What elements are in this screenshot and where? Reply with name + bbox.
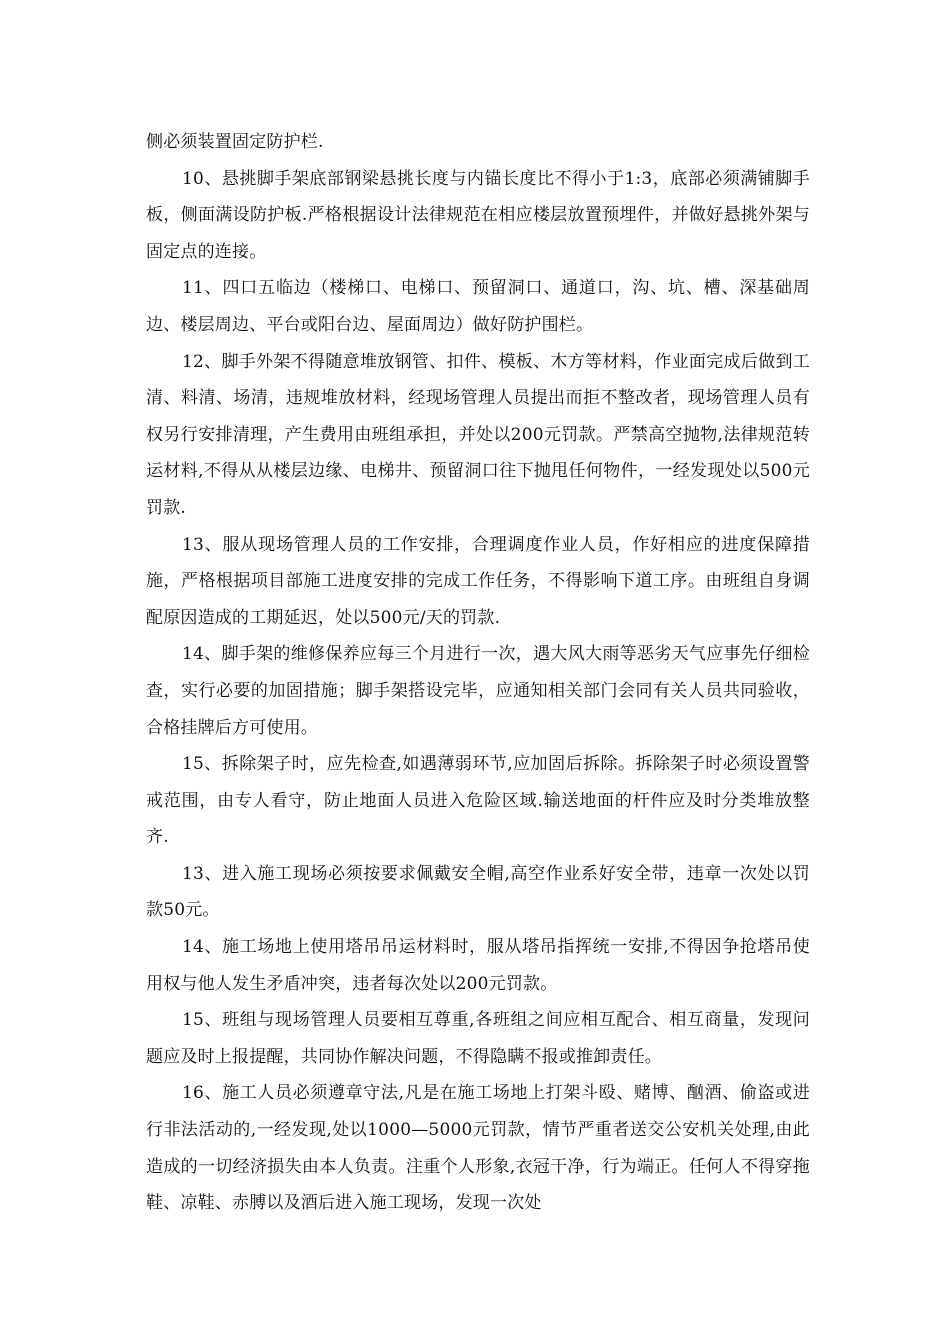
paragraph-item-15: 15、拆除架子时，应先检查,如遇薄弱环节,应加固后拆除。拆除架子时必须设置警戒范围，由专人看守，防止地面人员进入危险区域.输送地面的杆件应及时分类堆放整齐. <box>146 754 810 848</box>
paragraph-item-14: 14、脚手架的维修保养应每三个月进行一次，遇大风大雨等恶劣天气应事先仔细检查，实行必要的加固措施；脚手架搭设完毕，应通知相关部门会同有关人员共同验收，合格挂牌后方可使用。 <box>146 644 810 738</box>
paragraph-item-14b: 14、施工场地上使用塔吊吊运材料时，服从塔吊指挥统一安排,不得因争抢塔吊使用权与他人发生矛盾冲突，违者每次处以200元罚款。 <box>146 937 810 994</box>
paragraph-item-13: 13、服从现场管理人员的工作安排，合理调度作业人员，作好相应的进度保障措施，严格根据项目部施工进度安排的完成工作任务，不得影响下道工序。由班组自身调配原因造成的工期延迟，处以500元/天的罚款. <box>146 534 810 628</box>
paragraph-item-12: 12、脚手外架不得随意堆放钢管、扣件、模板、木方等材料，作业面完成后做到工清、料清、场清，违规堆放材料，经现场管理人员提出而拒不整改者，现场管理人员有权另行安排清理，产生费用由班组承担，并处以200元罚款。严禁高空抛物,法律规范转运材料,不得从从楼层边缘、电梯井、预留洞口往下抛甩任何物件，一经发现处以500元罚款. <box>146 351 810 518</box>
document-body <box>146 124 810 1222</box>
paragraph-continuation: 侧必须装置固定防护栏. <box>146 132 324 152</box>
paragraph-item-15b: 15、班组与现场管理人员要相互尊重,各班组之间应相互配合、相互商量，发现问题应及时上报提醒，共同协作解决问题，不得隐瞒不报或推卸责任。 <box>146 1010 810 1067</box>
paragraph-item-13b: 13、进入施工现场必须按要求佩戴安全帽,高空作业系好安全带，违章一次处以罚款50元。 <box>146 863 810 921</box>
paragraph-item-10: 10、悬挑脚手架底部钢梁悬挑长度与内锚长度比不得小于1:3，底部必须满铺脚手板，侧面满设防护板.严格根据设计法律规范在相应楼层放置预埋件，并做好悬挑外架与固定点的连接。 <box>146 168 810 262</box>
paragraph-item-11: 11、四口五临边（楼梯口、电梯口、预留洞口、通道口，沟、坑、槽、深基础周边、楼层周边、平台或阳台边、屋面周边）做好防护围栏。 <box>146 278 810 335</box>
paragraph-item-16: 16、施工人员必须遵章守法,凡是在施工场地上打架斗殴、赌博、酗酒、偷盗或进行非法活动的,一经发现,处以1000—5000元罚款，情节严重者送交公安机关处理,由此造成的一切经济损失由本人负责。注重个人形象,衣冠干净，行为端正。任何人不得穿拖鞋、凉鞋、赤膊以及酒后进入施工现场，发现一次处 <box>146 1083 810 1214</box>
